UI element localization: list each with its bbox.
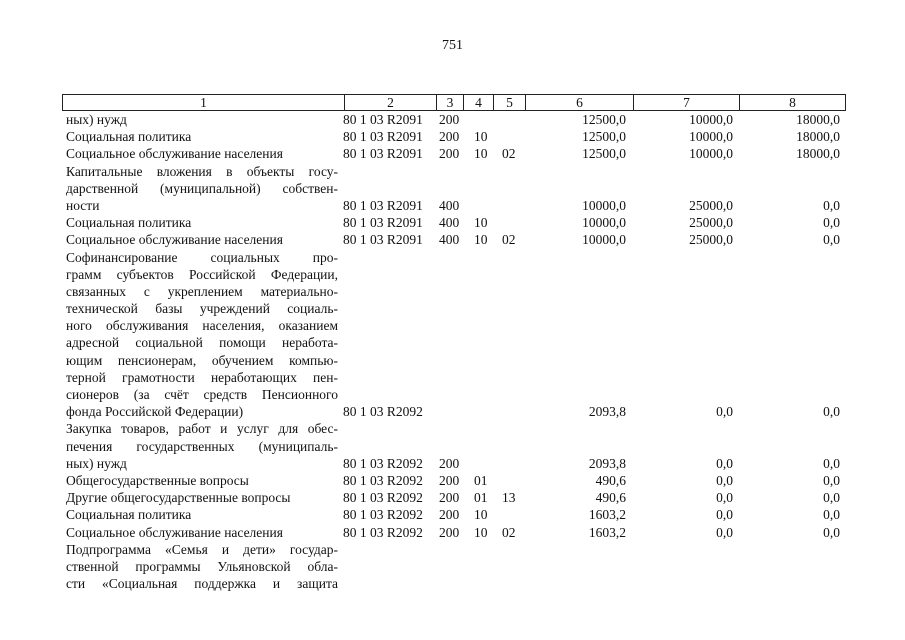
table-row [62,438,846,455]
row-name: адресной социальной помощи неработа- [66,335,338,351]
row-value-2: 25000,0 [689,215,733,231]
table-row [62,558,846,575]
row-value-3: 18000,0 [796,112,840,127]
row-name: Социальная политика [66,507,192,523]
row-name: Подпрограмма «Семья и дети» государ- [66,541,338,557]
row-value-1: 490,6 [595,490,626,506]
row-vr: 200 [439,472,460,488]
header-col-4: 4 [463,95,493,110]
table-row [62,386,846,403]
table-row [62,111,846,128]
row-name: Общегосударственные вопросы [66,472,249,488]
row-rz: 10 [474,215,488,231]
budget-table [62,94,846,592]
row-code: 80 1 03 R2091 [343,232,423,248]
row-name: ных) нужд [66,455,127,471]
table-row [62,231,846,248]
table-row [62,300,846,317]
header-col-3: 3 [436,95,463,110]
row-rz: 10 [474,232,488,248]
row-name: Капитальные вложения в объекты госу- [66,163,338,179]
row-rz: 01 [474,490,488,506]
header-col-5: 5 [493,95,525,110]
table-row [62,455,846,472]
row-code: 80 1 03 R2091 [343,197,423,213]
table-row [62,489,846,506]
row-value-2: 0,0 [716,507,733,523]
row-value-1: 10000,0 [582,215,626,231]
table-row [62,180,846,197]
row-name: дарственной (муниципальной) собствен- [66,180,338,196]
row-name: связанных с укреплением материально- [66,283,338,299]
row-name: Социальное обслуживание населения [66,524,283,540]
row-rz: 10 [474,507,488,523]
row-rz: 10 [474,524,488,540]
row-code: 80 1 03 R2092 [343,455,423,471]
row-vr: 400 [439,232,460,248]
row-pr: 02 [502,146,516,162]
row-value-2: 0,0 [716,524,733,540]
row-value-1: 2093,8 [588,404,626,420]
row-value-3: 0,0 [823,215,840,231]
row-name: Социальное обслуживание населения [66,146,283,162]
row-code: 80 1 03 R2091 [343,146,423,162]
table-row [62,369,846,386]
row-name: сти «Социальная поддержка и защита [66,576,338,592]
row-value-3: 0,0 [823,472,840,488]
table-row [62,197,846,214]
row-code: 80 1 03 R2092 [343,490,423,506]
row-value-1: 10000,0 [582,197,626,213]
row-value-2: 0,0 [716,490,733,506]
row-vr: 200 [439,524,460,540]
table-row [62,352,846,369]
row-value-3: 0,0 [823,507,840,523]
row-code: 80 1 03 R2091 [343,129,423,145]
row-pr: 13 [502,490,516,506]
row-vr: 200 [439,455,460,471]
row-name: ного обслуживания населения, оказанием [66,318,338,334]
row-name: Другие общегосударственные вопросы [66,490,291,506]
table-row [62,214,846,231]
row-name: Социальное обслуживание населения [66,232,283,248]
row-value-3: 0,0 [823,455,840,471]
row-value-1: 1603,2 [588,524,626,540]
row-value-2: 0,0 [716,455,733,471]
row-value-2: 10000,0 [689,112,733,127]
row-value-2: 0,0 [716,472,733,488]
row-pr: 02 [502,232,516,248]
table-row [62,403,846,420]
row-rz: 01 [474,472,488,488]
row-name: Социальная политика [66,129,192,145]
table-row [62,163,846,180]
row-name: фонда Российской Федерации) [66,404,244,420]
row-value-1: 10000,0 [582,232,626,248]
row-value-1: 12500,0 [582,129,626,145]
table-row [62,283,846,300]
row-vr: 200 [439,112,460,127]
row-value-1: 1603,2 [588,507,626,523]
row-name: ности [66,197,100,213]
row-rz: 10 [474,146,488,162]
row-vr: 200 [439,507,460,523]
table-row [62,317,846,334]
row-code: 80 1 03 R2092 [343,472,423,488]
row-name: ных) нужд [66,112,127,127]
table-row [62,420,846,437]
row-value-3: 0,0 [823,404,840,420]
table-row [62,334,846,351]
header-col-2: 2 [344,95,436,110]
row-name: грамм субъектов Российской Федерации, [66,266,338,282]
header-col-6: 6 [525,95,633,110]
header-col-8: 8 [739,95,845,110]
row-vr: 400 [439,197,460,213]
row-value-2: 10000,0 [689,129,733,145]
row-code: 80 1 03 R2091 [343,215,423,231]
header-col-1: 1 [200,95,207,110]
row-vr: 200 [439,146,460,162]
row-value-1: 12500,0 [582,146,626,162]
row-name: сионеров (за счёт средств Пенсионного [66,387,338,402]
row-value-3: 0,0 [823,490,840,506]
table-row [62,249,846,266]
table-row [62,145,846,162]
table-body [62,111,846,592]
row-name: Закупка товаров, работ и услуг для обес- [66,421,338,437]
row-value-1: 2093,8 [588,455,626,471]
row-code: 80 1 03 R2092 [343,404,423,420]
page-number: 751 [442,38,463,53]
row-pr: 02 [502,524,516,540]
row-name: терной грамотности неработающих пен- [66,369,338,385]
row-value-3: 18000,0 [796,129,840,145]
row-value-3: 18000,0 [796,146,840,162]
row-name: ющим пенсионерам, обучением компью- [66,352,338,368]
row-vr: 200 [439,129,460,145]
row-name: технической базы учреждений социаль- [66,301,338,317]
table-row [62,472,846,489]
row-value-2: 25000,0 [689,232,733,248]
row-value-2: 0,0 [716,404,733,420]
table-header-row [62,94,846,111]
row-vr: 400 [439,215,460,231]
row-name: ственной программы Ульяновской обла- [66,558,338,574]
row-code: 80 1 03 R2091 [343,112,423,127]
row-name: Софинансирование социальных про- [66,249,338,265]
table-row [62,128,846,145]
row-value-2: 10000,0 [689,146,733,162]
table-row [62,575,846,592]
row-rz: 10 [474,129,488,145]
row-name: Социальная политика [66,215,192,231]
row-value-3: 0,0 [823,232,840,248]
row-value-3: 0,0 [823,524,840,540]
table-row [62,266,846,283]
row-code: 80 1 03 R2092 [343,507,423,523]
row-value-1: 12500,0 [582,112,626,127]
table-row [62,524,846,541]
row-code: 80 1 03 R2092 [343,524,423,540]
header-col-7: 7 [633,95,739,110]
row-vr: 200 [439,490,460,506]
row-value-3: 0,0 [823,197,840,213]
row-name: печения государственных (муниципаль- [66,438,338,454]
table-row [62,541,846,558]
row-value-2: 25000,0 [689,197,733,213]
table-row [62,506,846,523]
row-value-1: 490,6 [595,472,626,488]
